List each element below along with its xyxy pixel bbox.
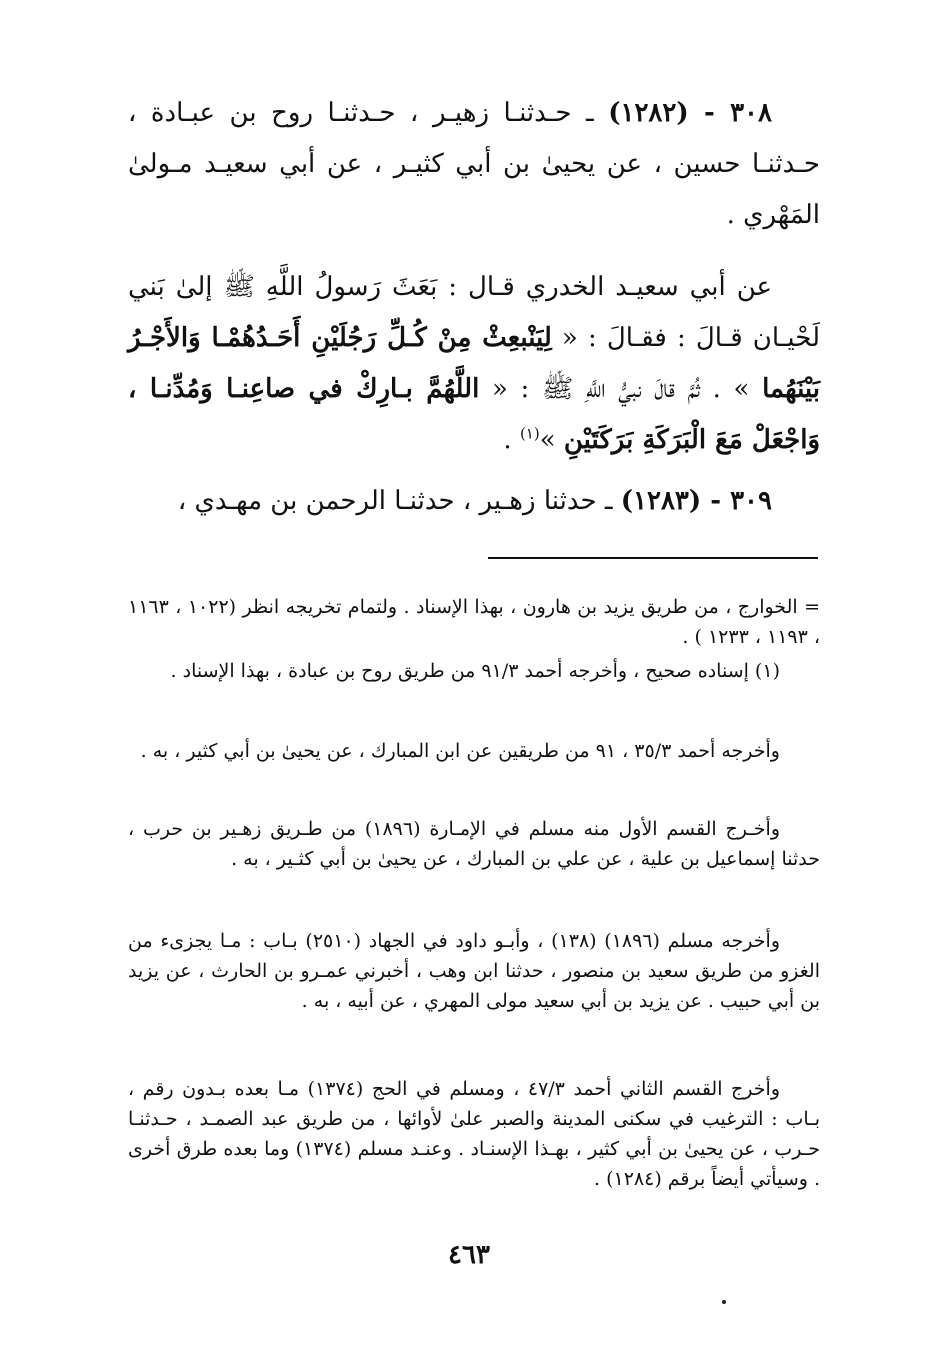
footnote-paragraph (128, 926, 820, 1016)
footnote-paragraph (128, 736, 820, 766)
hadith-quote-1: لِيَنْبعِثْ مِنْ كُـلِّ رَجُلَيْنِ أَحَـدُهُمْـا وَالأَجْـرُ بَيْنَهُما (128, 323, 820, 404)
footnote-paragraph-text: وأخـرج القسم الأول منه مسلم في الإمـارة (١٨٩٦) من طـريق زهـير بن حرب ، حدثنا إسماعيل بن علية ، عن علي بن المبارك ، عن يحيىٰ بن أبي كثـير ، به . (128, 818, 820, 870)
footnote-paragraph-text: وأخرج القسم الثاني أحمد ٤٧/٣ ، ومسلم في الحج (١٣٧٤) مـا بعده بـدون رقم ، بـاب : الترغيب في سكنى المدينة والصبر علىٰ لأوائها ، من طريق عبد الصمـد ، حـدثنـا حـرب ، عن يحيىٰ بن أبي كثير ، بهـذا الإسنـاد . وعنـد مسلم (١٣٧٤) وما بعده طرق أخرى . وسيأتي أيضاً برقم (١٢٨٤) . (128, 1078, 820, 1190)
hadith-309-number: ٣٠٩ - (١٢٨٣) (620, 486, 772, 516)
hadith-closing: » (539, 425, 564, 455)
hadith-308-chain: ـ حـدثنـا زهيـر ، حـدثنـا روح بن عبـادة ، حـدثنـا حسين ، عن يحيىٰ بن أبي كثيـر ، عن أبي سعيـد مـولىٰ المَهْري . (128, 98, 820, 230)
hadith-text-paragraph (128, 262, 820, 466)
hadith-309-paragraph (128, 476, 820, 527)
page-number: ٤٦٣ (448, 1240, 490, 1270)
hadith-middle: » . ثُمَّ قالَ نبيُّ اللَّهِ ﷺ : « (479, 374, 763, 404)
hadith-quote-2: اللَّهُمَّ بـارِكْ في صاعِنـا وَمُدِّنـا ، وَاجْعَلْ مَعَ الْبَرَكَةِ بَرَكَتَيْنِ (128, 374, 820, 455)
footnote-paragraph (128, 1074, 820, 1194)
hadith-308-number: ٣٠٨ - (١٢٨٢) (608, 98, 772, 128)
hadith-end: . (503, 425, 520, 455)
scan-artifact-dot (722, 1300, 726, 1304)
hadith-308-paragraph (128, 88, 820, 241)
footnote-paragraph-text: وأخرجه أحمد ٣٥/٣ ، ٩١ من طريقين عن ابن المبارك ، عن يحيىٰ بن أبي كثير ، به . (140, 740, 780, 762)
footnote-paragraph-text: وأخرجه مسلم (١٨٩٦) (١٣٨) ، وأبـو داود في الجهاد (٢٥١٠) بـاب : مـا يجزىء من الغزو من طريق سعيد بن منصور ، حدثنا ابن وهب ، أخبرني عمـرو بن الحارث ، عن يزيد بن أبي حبيب . عن يزيد بن أبي سعيد مولى المهري ، عن أبيه ، به . (128, 930, 820, 1012)
footnote-separator (488, 557, 818, 559)
footnote-paragraph (128, 814, 820, 874)
hadith-intro: عن أبي سعيـد الخدري قـال : بَعَثَ رَسولُ اللَّهِ ﷺ إلىٰ بَني لَحْيـان قـالَ : فقـالَ : « (128, 272, 820, 353)
footnote-1-text: (١) إسناده صحيح ، وأخرجه أحمد ٩١/٣ من طريق روح بن عبادة ، بهذا الإسناد . (170, 660, 780, 682)
footnote-1 (128, 656, 820, 686)
hadith-309-chain: ـ حدثنا زهـير ، حدثنـا الرحمن بن مهـدي ، (177, 486, 621, 516)
footnote-marker: (١) (519, 424, 540, 443)
footnote-continuation: = الخوارج ، من طريق يزيد بن هارون ، بهذا الإسناد . ولتمام تخريجه انظر (١٠٢٢ ، ١١٦٣ ، ١١٩٣ ، ١٢٣٣ ) . (128, 596, 820, 648)
